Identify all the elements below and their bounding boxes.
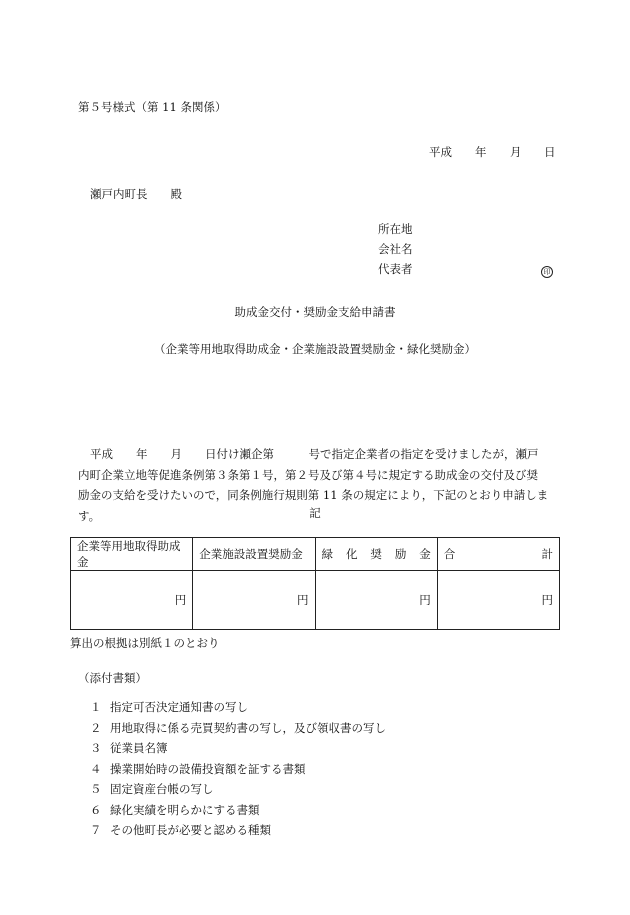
attachments-heading: （添付書類） — [78, 671, 147, 685]
land-subsidy-amount: 円 — [71, 571, 193, 630]
body-line-3: 励金の支給を受けたいので，同条例施行規則第 11 条の規定により，下記のとおり申請しま — [78, 488, 549, 502]
date-month: 月 — [510, 145, 522, 159]
date-year: 年 — [475, 145, 487, 159]
seal-mark: 印 — [541, 266, 553, 278]
list-item — [90, 697, 386, 718]
list-item-text: 従業員名簿 — [110, 741, 168, 755]
list-item-number: ４ — [90, 761, 102, 776]
date-day: 日 — [544, 145, 556, 159]
header-greening-char: 奨 — [370, 547, 382, 561]
company-label: 会社名 — [378, 242, 413, 256]
facility-incentive-amount: 円 — [193, 571, 315, 630]
list-item — [90, 779, 386, 800]
list-item — [90, 800, 386, 821]
header-total-char: 合 — [443, 547, 456, 561]
list-item-number: ７ — [90, 823, 102, 837]
header-greening-char: 金 — [419, 547, 431, 561]
basis-note: 算出の根拠は別紙１のとおり — [70, 636, 220, 650]
total-amount: 円 — [437, 571, 559, 630]
list-item — [90, 738, 386, 759]
document-subtitle: （企業等用地取得助成金・企業施設設置奨励金・緑化奨励金） — [154, 342, 476, 356]
form-number-header: 第５号様式（第 11 条関係） — [78, 100, 227, 114]
list-item-number: ３ — [90, 741, 102, 755]
document-title: 助成金交付・奨励金支給申請書 — [234, 305, 396, 319]
list-item-number: ２ — [90, 720, 102, 735]
attachments-list — [90, 697, 386, 841]
header-land-subsidy: 企業等用地取得助成金 — [71, 538, 193, 571]
header-greening-char: 化 — [345, 547, 358, 561]
table-value-row — [71, 571, 560, 630]
ki-label: 記 — [309, 506, 321, 520]
list-item-text: 固定資産台帳の写し — [110, 782, 214, 796]
list-item-text: その他町長が必要と認める種類 — [110, 823, 271, 837]
list-item-text: 指定可否決定通知書の写し — [110, 700, 248, 714]
list-item-text: 緑化実績を明らかにする書類 — [110, 802, 260, 817]
header-total — [437, 538, 559, 571]
list-item — [90, 759, 386, 780]
list-item — [90, 820, 386, 841]
list-item-number: １ — [90, 700, 102, 714]
addressee: 瀬戸内町長 殿 — [90, 187, 182, 201]
list-item — [90, 718, 386, 739]
date-era: 平成 — [429, 145, 452, 159]
seal-icon — [541, 265, 553, 278]
header-total-char: 計 — [541, 547, 553, 561]
body-line-2: 内町企業立地等促進条例第３条第１号，第２号及び第４号に規定する助成金の交付及び奨 — [78, 467, 538, 482]
amount-table — [70, 537, 560, 630]
body-line-4: す。 — [78, 508, 101, 523]
greening-incentive-amount: 円 — [315, 571, 437, 630]
list-item-text: 操業開始時の設備投資額を証する書類 — [110, 761, 306, 776]
body-line-1: 平成 年 月 日付け瀬企第 号で指定企業者の指定を受けましたが，瀬戸 — [90, 447, 539, 461]
table-header-row — [71, 538, 560, 571]
header-greening-char: 緑 — [321, 547, 333, 561]
address-label: 所在地 — [378, 222, 413, 236]
list-item-number: ５ — [90, 782, 102, 796]
header-facility-incentive: 企業施設設置奨励金 — [193, 538, 315, 571]
header-greening-char: 励 — [394, 547, 407, 561]
list-item-number: ６ — [90, 802, 102, 817]
list-item-text: 用地取得に係る売買契約書の写し，及び領収書の写し — [110, 720, 386, 735]
representative-label: 代表者 — [378, 262, 413, 276]
header-greening-incentive — [315, 538, 437, 571]
